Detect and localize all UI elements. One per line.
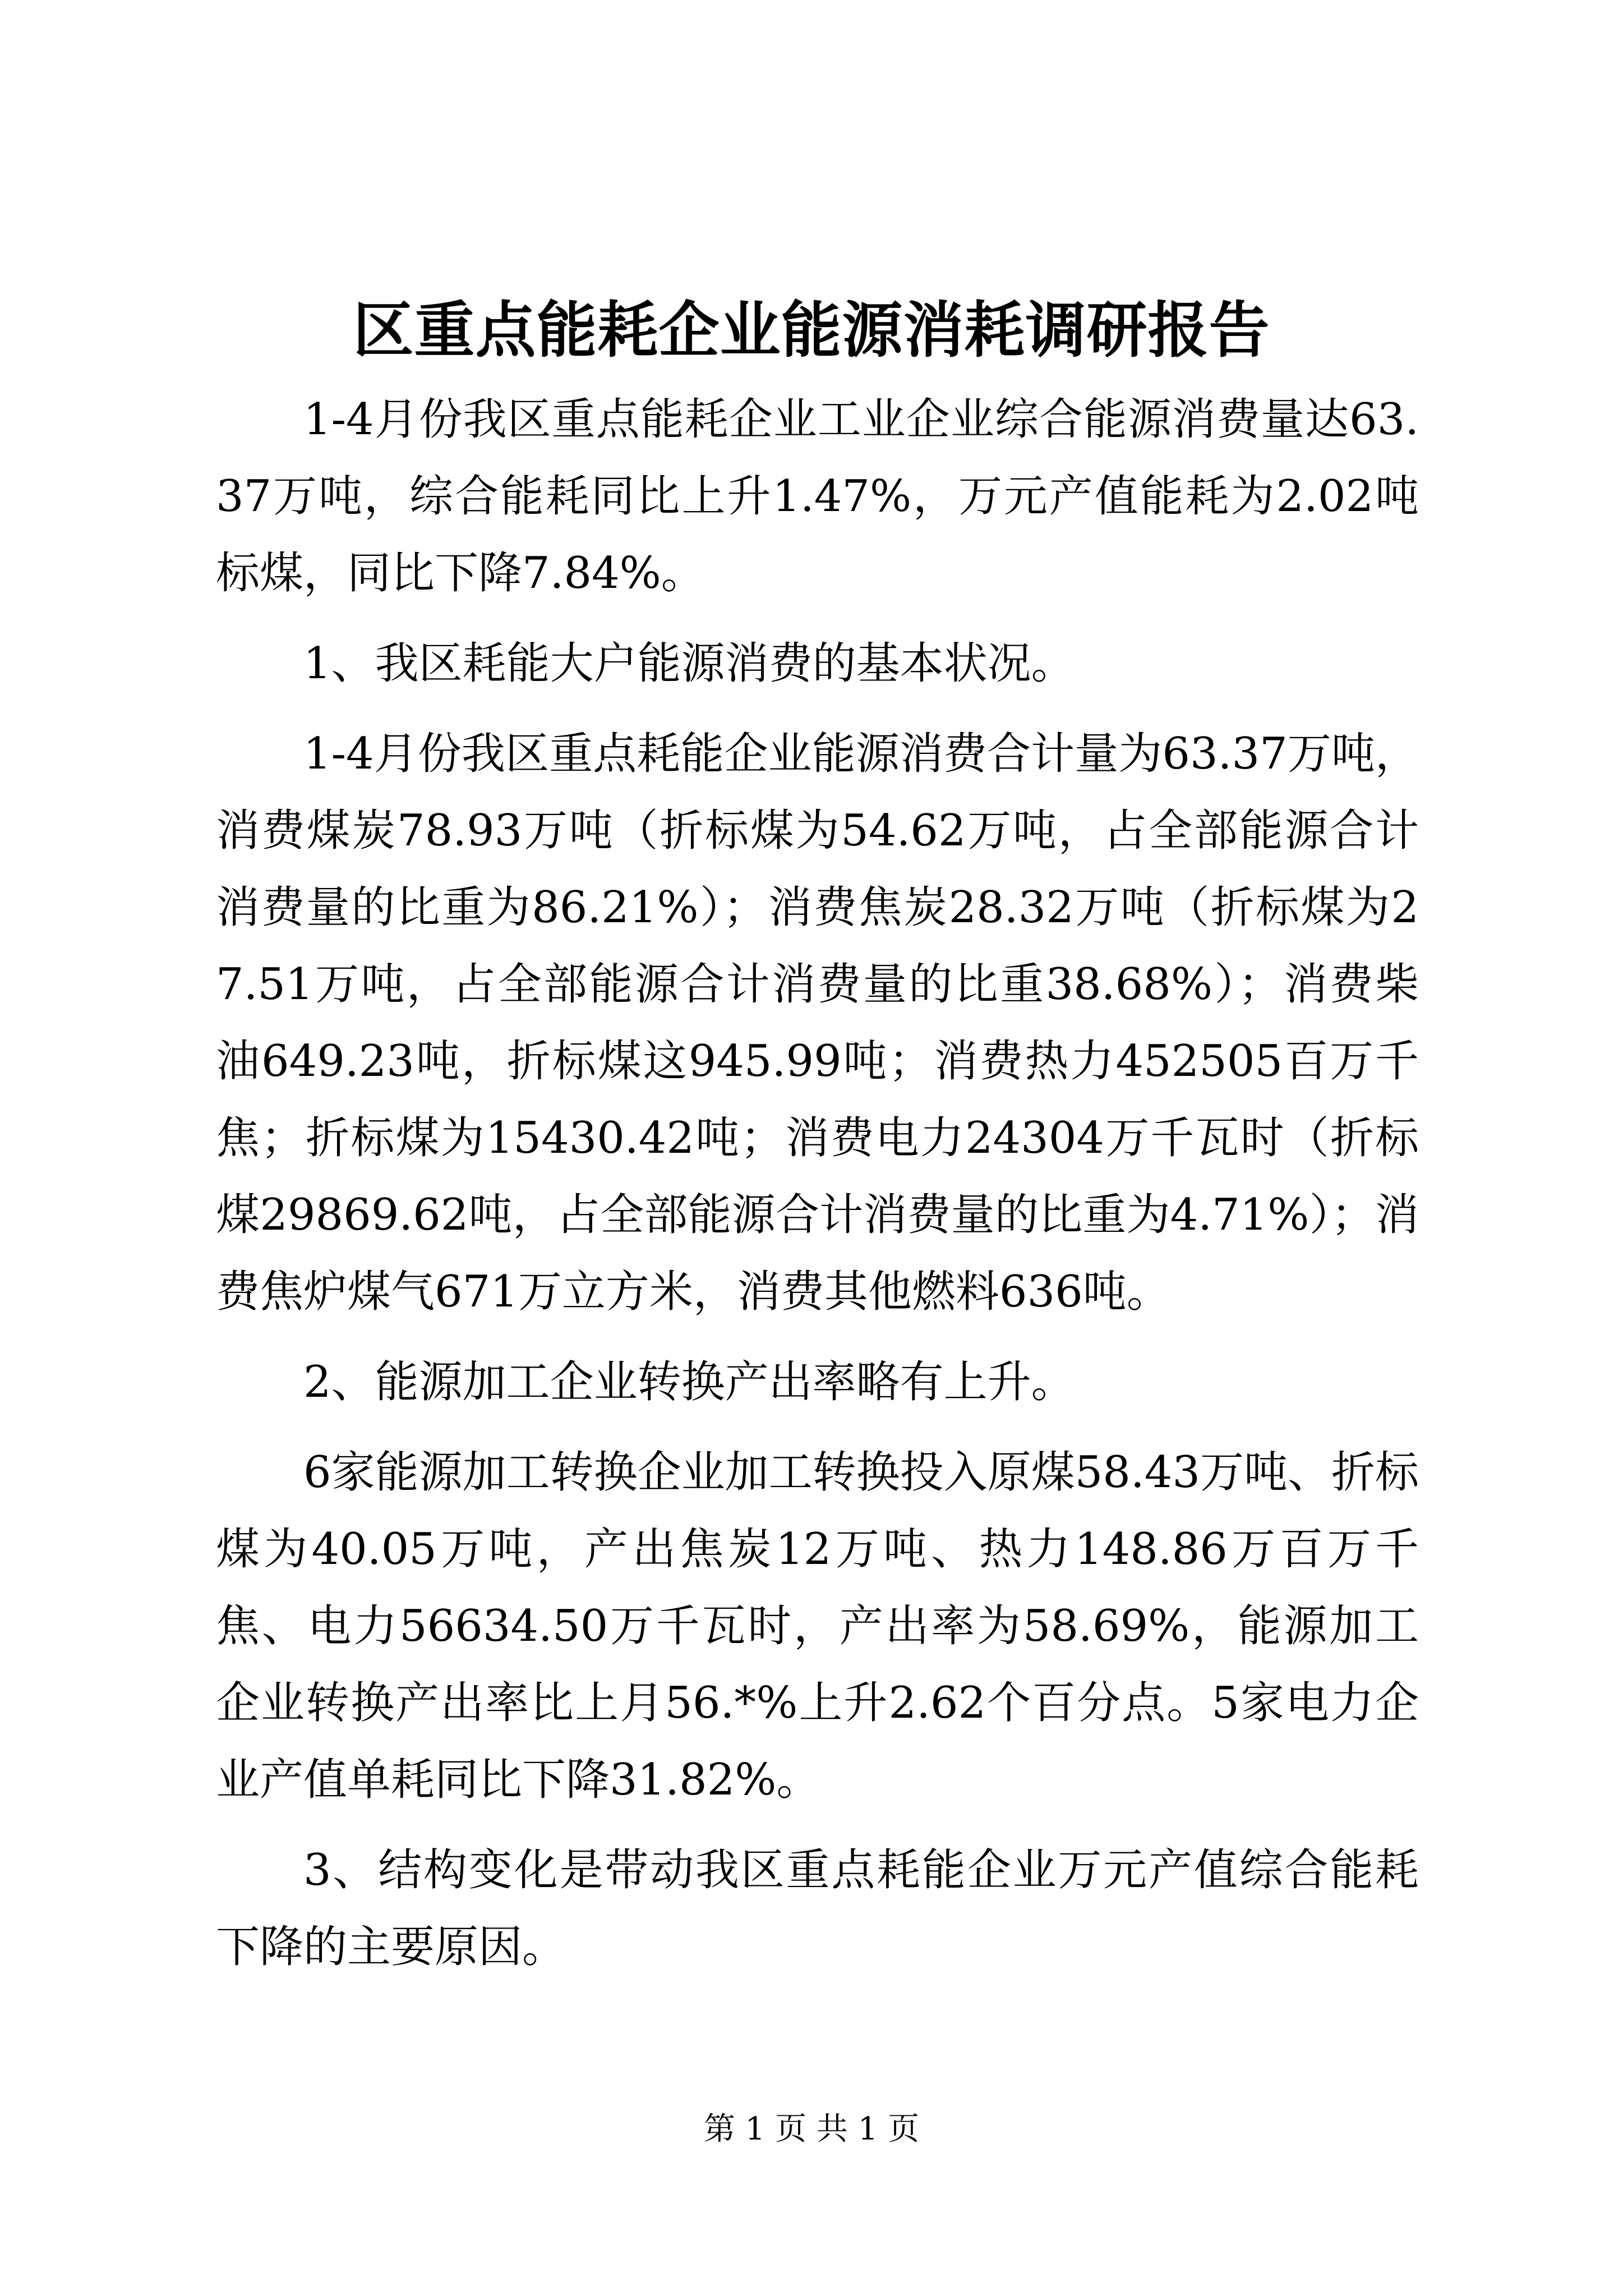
document-body [216,381,1419,1986]
document-title: 区重点能耗企业能源消耗调研报告 [353,296,1270,366]
paragraph-summary: 1-4月份我区重点能耗企业工业企业综合能源消费量达63.37万吨，综合能耗同比上升1.47%，万元产值能耗为2.02吨标煤，同比下降7.84%。 [216,394,1419,599]
section-heading-2: 2、能源加工企业转换产出率略有上升。 [303,1357,1075,1407]
section-heading-3: 3、结构变化是带动我区重点耗能企业万元产值综合能耗下降的主要原因。 [216,1845,1419,1972]
section-heading-1: 1、我区耗能大户能源消费的基本状况。 [303,638,1075,689]
paragraph-conversion-detail: 6家能源加工转换企业加工转换投入原煤58.43万吨、折标煤为40.05万吨，产出焦炭12万吨、热力148.86万百万千焦、电力56634.50万千瓦时，产出率为58.69%，能源加工企业转换产出率比上月56.*%上升2.62个百分点。5家电力企业产值单耗同比下降31.82%。 [216,1447,1419,1805]
page-footer: 第 1 页 共 1 页 [703,2111,920,2147]
paragraph-consumption-detail: 1-4月份我区重点耗能企业能源消费合计量为63.37万吨，消费煤炭78.93万吨（折标煤为54.62万吨，占全部能源合计消费量的比重为86.21%）；消费焦炭28.32万吨（折标煤为27.51万吨，占全部能源合计消费量的比重38.68%）；消费柴油649.23吨，折标煤这945.99吨；消费热力452505百万千焦；折标煤为15430.42吨；消费电力24304万千瓦时（折标煤29869.62吨，占全部能源合计消费量的比重为4.71%）；消费焦炉煤气671万立方米，消费其他燃料636吨。 [216,729,1419,1317]
